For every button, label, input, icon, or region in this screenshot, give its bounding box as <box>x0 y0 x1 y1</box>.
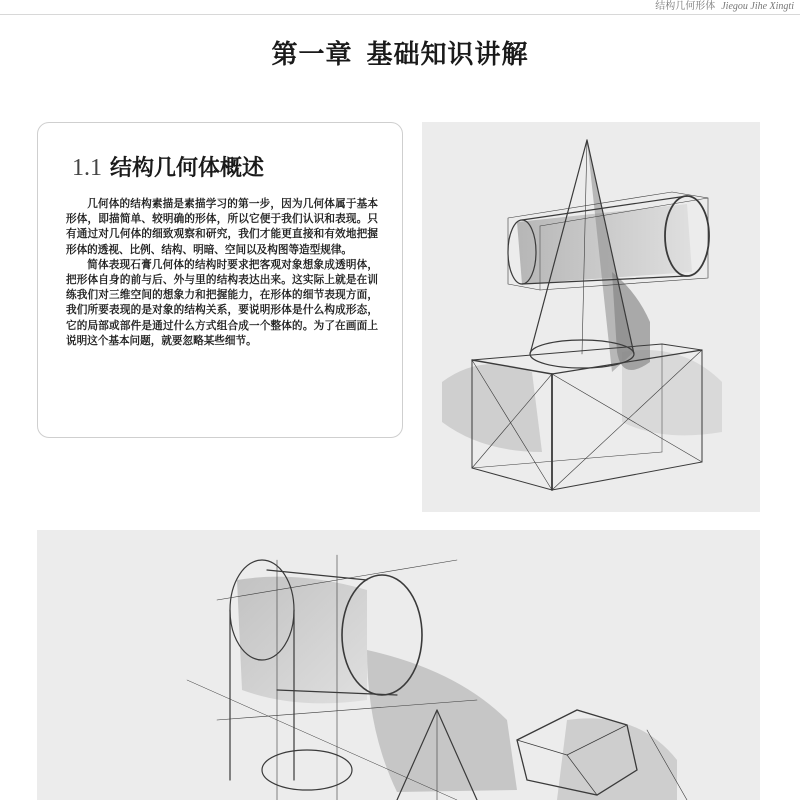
section-intro-box <box>37 122 403 438</box>
running-head-text <box>655 0 794 14</box>
section-body <box>66 197 378 349</box>
section-heading <box>72 151 264 182</box>
pencil-sketch-image <box>37 530 760 800</box>
sketch-cylinder-group <box>37 530 760 800</box>
pencil-sketch-image <box>422 122 760 512</box>
section-number: 1.1 <box>72 155 102 181</box>
running-title-pinyin: Jiegou Jihe Xingti <box>721 1 794 12</box>
sketch-cone-cylinder-cube <box>422 122 760 512</box>
body-paragraph: 简体表现石膏几何体的结构时要求把客观对象想象成透明体，把形体自身的前与后、外与里的结构表达出来。这实际上就是在训练我们对三维空间的想象力和把握能力，在形体的细节表现方面，我们所要表现的是对象的结构关系，要说明形体是什么构成形态，它的局部或部件是通过什么方式组合成一个整体的。为了在画面上说明这个基本问题，就要忽略某些细节。 <box>66 258 378 347</box>
chapter-name: 基础知识讲解 <box>366 40 529 70</box>
running-title-cn: 结构几何形体 <box>655 1 716 12</box>
running-header <box>0 0 800 14</box>
chapter-title <box>0 34 800 71</box>
section-title-text: 结构几何体概述 <box>110 156 265 181</box>
chapter-label: 第一章 <box>271 40 353 70</box>
body-paragraph: 几何体的结构素描是素描学习的第一步，因为几何体属于基本形体，即描简单、较明确的形体，所以它便于我们认识和表现。只有通过对几何体的细致观察和研究，我们才能更直接和有效地把握形体的透视、比例、结构、明暗、空间以及构图等造型规律。 <box>66 198 378 256</box>
header-divider <box>0 14 800 15</box>
